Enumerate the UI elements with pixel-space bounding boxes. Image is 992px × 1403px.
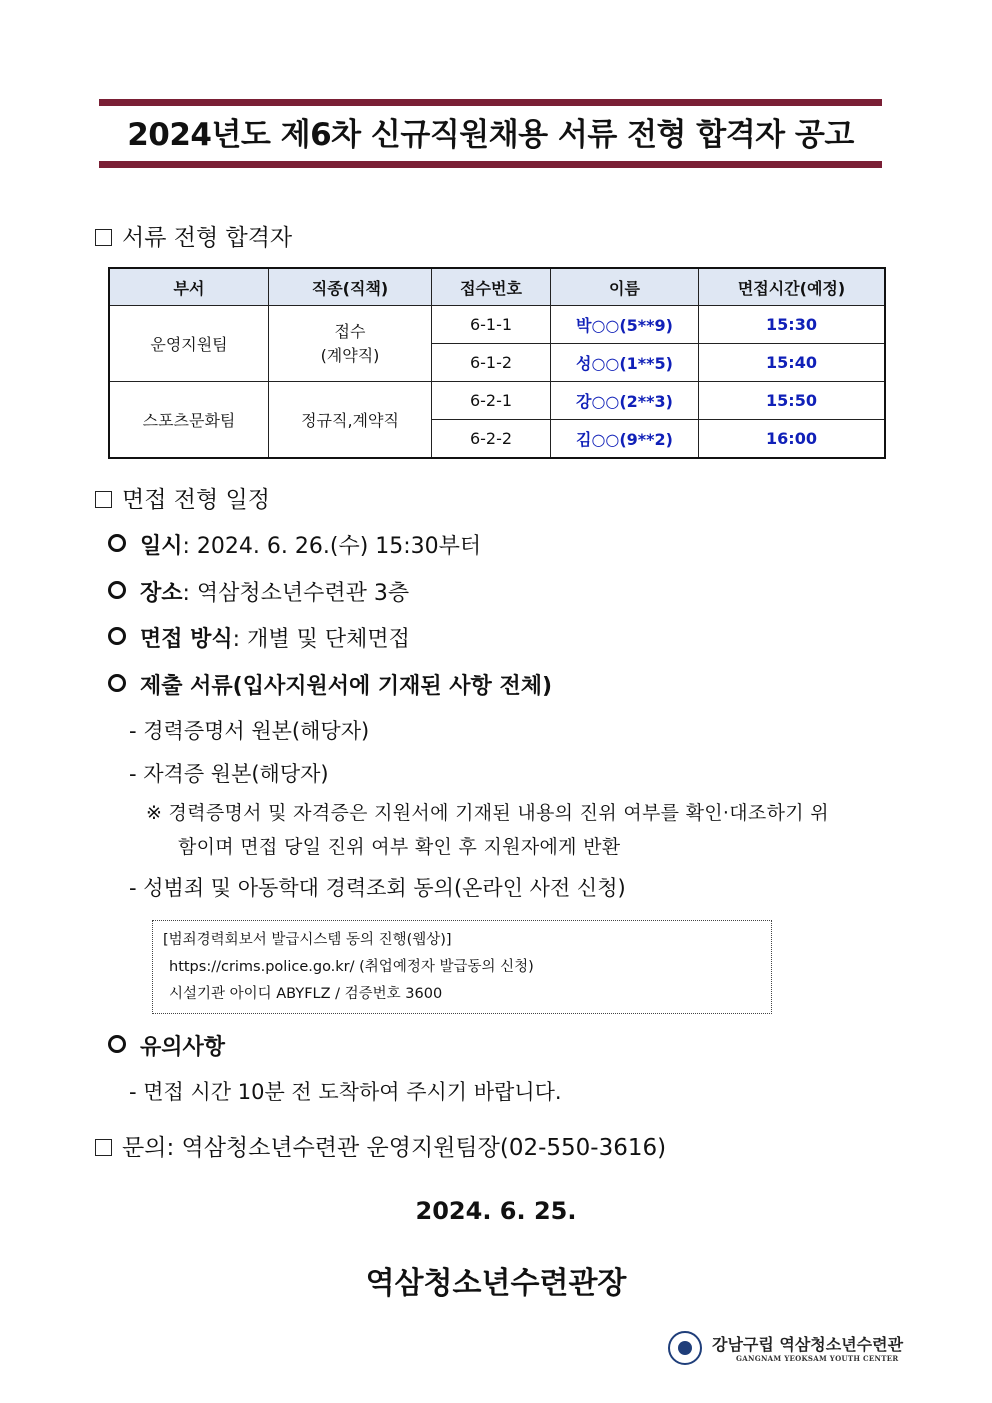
number-cell: 6-2-2 xyxy=(432,420,551,459)
time-cell: 16:00 xyxy=(699,420,886,459)
job-label: 접수 xyxy=(334,321,366,341)
interview-date xyxy=(108,532,481,562)
checkbox-icon xyxy=(95,491,112,508)
page-title: 2024년도 제6차 신규직원채용 서류 전형 합격자 공고 xyxy=(127,117,854,153)
time-cell: 15:50 xyxy=(699,382,886,420)
job-cell: 정규직,계약직 xyxy=(269,382,432,459)
dept-cell: 운영지원팀 xyxy=(109,306,269,382)
document-item: - 성범죄 및 아동학대 경력조회 동의(온라인 사전 신청) xyxy=(129,876,626,900)
place-value: : 역삼청소년수련관 3층 xyxy=(182,581,410,606)
circle-bullet-icon xyxy=(108,1035,126,1053)
column-header: 접수번호 xyxy=(432,268,551,306)
circle-bullet-icon xyxy=(108,674,126,692)
contact-info xyxy=(95,1133,666,1163)
info-box-credentials: 시설기관 아이디 ABYFLZ / 검증번호 3600 xyxy=(169,986,443,1002)
circle-bullet-icon xyxy=(108,581,126,599)
note-line: 함이며 면접 당일 진위 여부 확인 후 지원자에게 반환 xyxy=(178,836,621,858)
name-cell: 성○○(1**5) xyxy=(551,344,699,382)
section-heading-text: 서류 전형 합격자 xyxy=(122,225,293,251)
emblem-icon xyxy=(668,1331,702,1365)
info-box-title: [범죄경력회보서 발급시스템 동의 진행(웹상)] xyxy=(163,932,452,948)
name-cell: 박○○(5**9) xyxy=(551,306,699,344)
section-heading-interview xyxy=(95,485,270,515)
document-item: - 자격증 원본(해당자) xyxy=(129,762,329,786)
center-logo xyxy=(668,1330,908,1370)
table-header-row xyxy=(109,268,885,306)
column-header: 면접시간(예정) xyxy=(699,268,886,306)
time-cell: 15:40 xyxy=(699,344,886,382)
table-row xyxy=(109,382,885,420)
passers-table xyxy=(108,267,886,459)
section-heading-text: 면접 전형 일정 xyxy=(122,487,270,513)
contact-value: : 역삼청소년수련관 운영지원팀장(02-550-3616) xyxy=(166,1135,667,1161)
logo-name: 강남구립 역삼청소년수련관 xyxy=(712,1335,904,1354)
documents-label: 제출 서류(입사지원서에 기재된 사항 전체) xyxy=(140,674,553,699)
method-value: : 개별 및 단체면접 xyxy=(232,627,410,652)
logo-english-name: GANGNAM YEOKSAM YOUTH CENTER xyxy=(736,1354,899,1363)
date-value: : 2024. 6. 26.(수) 15:30부터 xyxy=(182,534,482,559)
place-label: 장소 xyxy=(140,581,183,606)
interview-method xyxy=(108,625,410,655)
title-bottom-bar xyxy=(99,161,882,168)
table-row xyxy=(109,306,885,344)
dept-cell: 스포츠문화팀 xyxy=(109,382,269,459)
required-documents xyxy=(108,672,552,702)
checkbox-icon xyxy=(95,229,112,246)
method-label: 면접 방식 xyxy=(140,627,233,652)
issuer-name: 역삼청소년수련관장 xyxy=(365,1266,627,1301)
announcement-date: 2024. 6. 25. xyxy=(415,1197,577,1225)
crime-record-info-box xyxy=(152,920,772,1014)
title-top-bar xyxy=(99,99,882,106)
contact-label: 문의 xyxy=(122,1135,167,1161)
document-item: - 경력증명서 원본(해당자) xyxy=(129,719,370,743)
name-cell: 김○○(9**2) xyxy=(551,420,699,459)
circle-bullet-icon xyxy=(108,627,126,645)
caution-text: - 면접 시간 10분 전 도착하여 주시기 바랍니다. xyxy=(129,1080,562,1104)
interview-place xyxy=(108,579,409,609)
column-header: 직종(직책) xyxy=(269,268,432,306)
number-cell: 6-1-1 xyxy=(432,306,551,344)
job-cell xyxy=(269,306,432,382)
job-sub-label: (계약직) xyxy=(320,345,380,365)
column-header: 이름 xyxy=(551,268,699,306)
note-line: ※ 경력증명서 및 자격증은 지원서에 기재된 내용의 진위 여부를 확인·대조하기 위 xyxy=(146,802,829,824)
section-heading-passers xyxy=(95,223,292,253)
circle-bullet-icon xyxy=(108,534,126,552)
number-cell: 6-2-1 xyxy=(432,382,551,420)
checkbox-icon xyxy=(95,1139,112,1156)
date-label: 일시 xyxy=(140,534,183,559)
caution xyxy=(108,1033,225,1063)
name-cell: 강○○(2**3) xyxy=(551,382,699,420)
caution-label: 유의사항 xyxy=(140,1035,226,1060)
number-cell: 6-1-2 xyxy=(432,344,551,382)
column-header: 부서 xyxy=(109,268,269,306)
info-box-url: https://crims.police.go.kr/ (취업예정자 발급동의 신청) xyxy=(169,959,534,975)
time-cell: 15:30 xyxy=(699,306,886,344)
